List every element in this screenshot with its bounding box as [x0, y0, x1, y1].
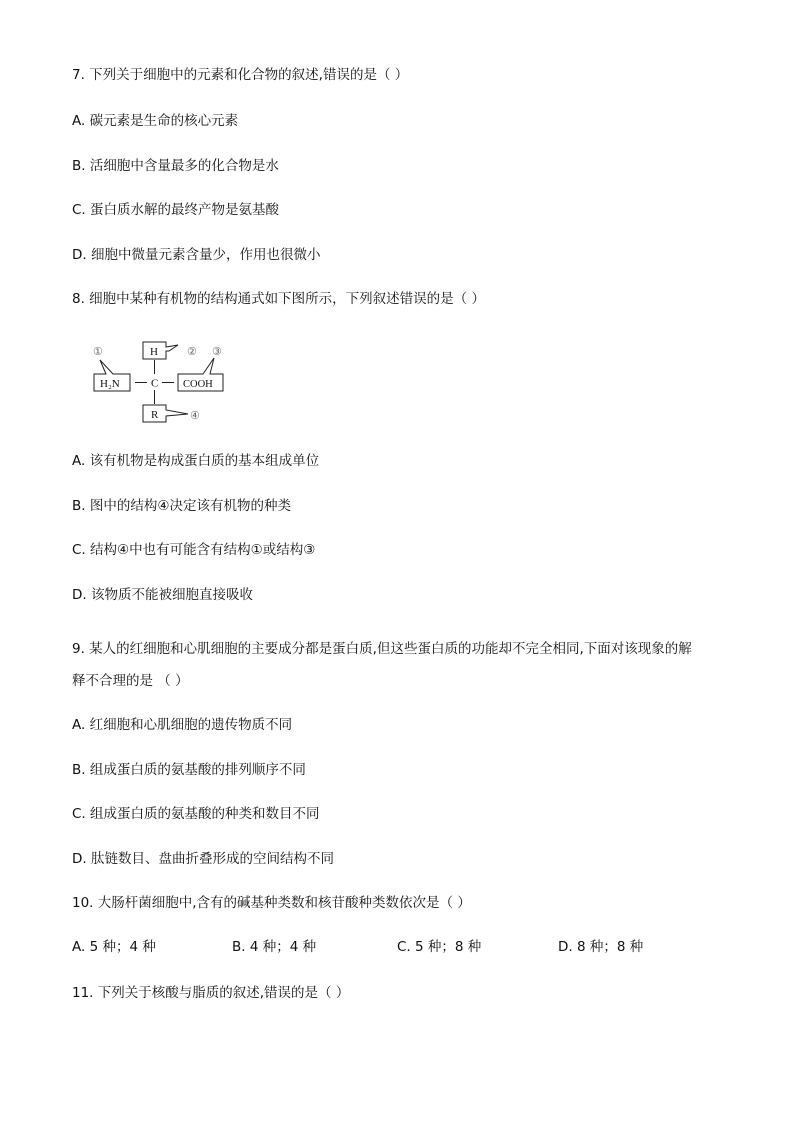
question-9-option-d: D. 肽链数目、盘曲折叠形成的空间结构不同: [72, 851, 334, 867]
question-8-option-b: B. 图中的结构④决定该有机物的种类: [72, 498, 291, 514]
marker-4: ④: [190, 410, 200, 422]
r-box: [143, 405, 188, 422]
question-10-option-d: D. 8 种；8 种: [558, 939, 644, 955]
question-10-options: [72, 938, 712, 956]
question-10-stem: 10. 大肠杆菌细胞中,含有的碱基种类数和核苷酸种类数依次是（ ）: [72, 895, 471, 911]
r-label: R: [151, 409, 159, 421]
carbon-label: C: [151, 377, 159, 390]
marker-1: ①: [93, 346, 103, 358]
question-7-option-b: B. 活细胞中含量最多的化合物是水: [72, 158, 279, 174]
question-10-option-b: B. 4 种；4 种: [232, 939, 317, 955]
question-8-stem: 8. 细胞中某种有机物的结构通式如下图所示，下列叙述错误的是（ ）: [72, 291, 485, 307]
question-8-option-a: A. 该有机物是构成蛋白质的基本组成单位: [72, 453, 320, 469]
amino-acid-structure-diagram: [90, 338, 240, 428]
h2n-label: H₂N: [100, 378, 120, 390]
question-10-option-c: C. 5 种；8 种: [397, 939, 482, 955]
h-box: [143, 342, 178, 359]
question-7-option-a: A. 碳元素是生命的核心元素: [72, 113, 239, 129]
question-8-option-d: D. 该物质不能被细胞直接吸收: [72, 587, 253, 603]
question-9-stem-line-2: 释不合理的是 （ ）: [72, 673, 189, 689]
question-7-option-d: D. 细胞中微量元素含量少，作用也很微小: [72, 247, 321, 263]
question-7-option-c: C. 蛋白质水解的最终产物是氨基酸: [72, 202, 280, 218]
question-7-stem: 7. 下列关于细胞中的元素和化合物的叙述,错误的是（ ）: [72, 67, 409, 83]
question-10-option-a: A. 5 种；4 种: [72, 939, 156, 955]
question-11-stem: 11. 下列关于核酸与脂质的叙述,错误的是（ ）: [72, 985, 350, 1001]
question-8-option-c: C. 结构④中也有可能含有结构①或结构③: [72, 542, 316, 558]
question-9-stem-line-1: 9. 某人的红细胞和心肌细胞的主要成分都是蛋白质,但这些蛋白质的功能却不完全相同,下面对该现象的解: [72, 641, 692, 657]
cooh-label: COOH: [183, 379, 213, 390]
marker-3: ③: [212, 346, 222, 358]
h-label: H: [150, 346, 158, 358]
marker-2: ②: [187, 346, 197, 358]
question-9-option-b: B. 组成蛋白质的氨基酸的排列顺序不同: [72, 762, 306, 778]
question-9-option-c: C. 组成蛋白质的氨基酸的种类和数目不同: [72, 806, 320, 822]
question-9-option-a: A. 红细胞和心肌细胞的遗传物质不同: [72, 717, 293, 733]
